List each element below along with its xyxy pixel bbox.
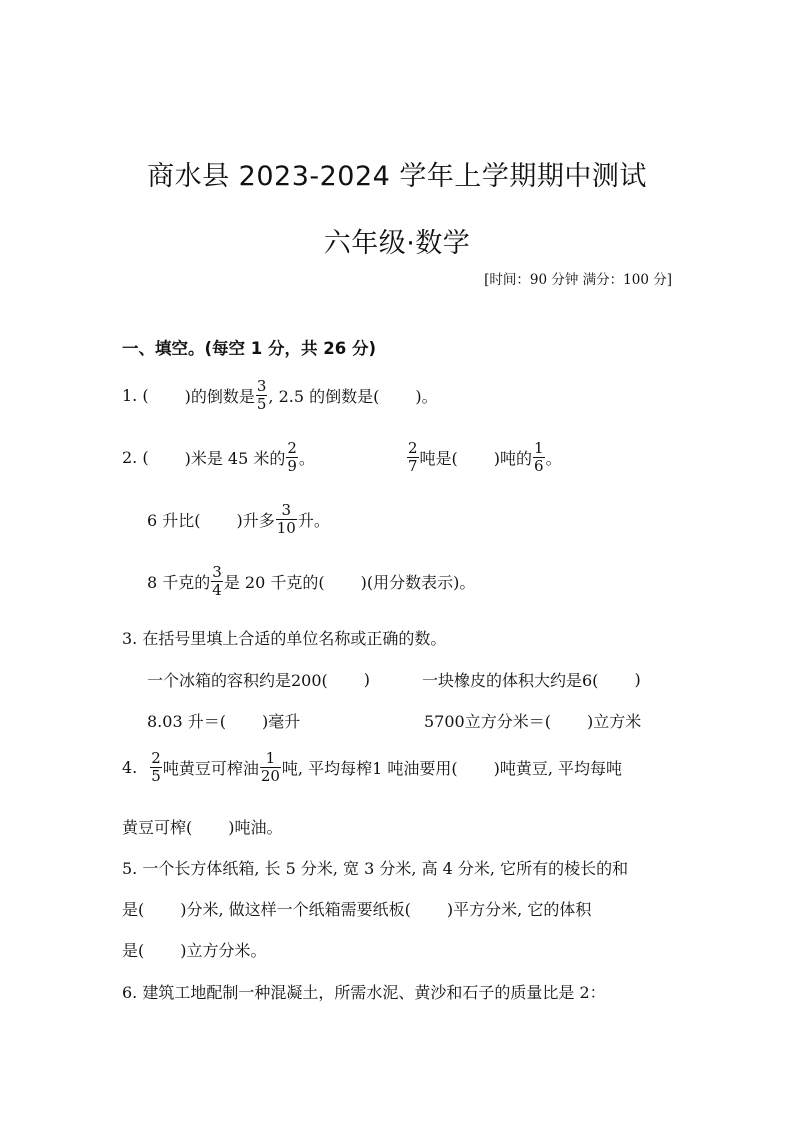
fraction: $\frac{1}{20}$ — [260, 749, 280, 785]
exam-title: 商水县 2023-2024 学年上学期期中测试 — [147, 161, 647, 192]
fraction: $\frac{2}{7}$ — [408, 439, 418, 475]
question-2c: 6 升比( )升多 $\frac{3}{10}$ 升。 — [147, 501, 330, 537]
section-heading: 一、填空。(每空 1 分，共 26 分) — [122, 339, 377, 358]
question-3b2: 5700立方分米＝( )立方米 — [424, 712, 642, 731]
question-2d: 8 千克的 $\frac{3}{4}$ 是 20 千克的( )(用分数表示)。 — [147, 563, 476, 599]
question-5-line3: 是( )立方分米。 — [122, 941, 267, 960]
fraction: $\frac{2}{9}$ — [287, 439, 297, 475]
question-3: 3. 在括号里填上合适的单位名称或正确的数。 — [122, 629, 447, 648]
question-4-line2: 黄豆可榨( )吨油。 — [122, 818, 283, 837]
question-2a: 2. ( )米是 45 米的 $\frac{2}{9}$ 。 — [122, 439, 315, 475]
fraction: $\frac{3}{10}$ — [276, 501, 296, 537]
question-4: 4. $\frac{2}{5}$ 吨黄豆可榨油 $\frac{1}{20}$ 吨, 平均每榨1 吨油要用( )吨黄豆, 平均每吨 — [122, 749, 623, 785]
question-3a2: 一块橡皮的体积大约是6( ) — [422, 670, 641, 690]
fraction: $\frac{2}{5}$ — [151, 749, 161, 785]
time-score-info: [时间：90 分钟 满分：100 分] — [484, 272, 672, 288]
fraction: $\frac{1}{6}$ — [534, 439, 544, 475]
exam-subtitle: 六年级·数学 — [323, 228, 471, 259]
question-1: 1. ( )的倒数是 $\frac{3}{5}$ , 2.5 的倒数是( )。 — [122, 377, 438, 413]
question-5-line2: 是( )分米, 做这样一个纸箱需要纸板( )平方分米, 它的体积 — [122, 900, 592, 919]
fraction: $\frac{3}{4}$ — [212, 563, 222, 599]
question-2b: $\frac{2}{7}$ 吨是( )吨的 $\frac{1}{6}$ 。 — [408, 439, 562, 475]
question-3b1: 8.03 升＝( )毫升 — [147, 712, 301, 731]
question-6-line1: 6. 建筑工地配制一种混凝土，所需水泥、黄沙和石子的质量比是 2： — [122, 983, 606, 1002]
fraction: $\frac{3}{5}$ — [256, 377, 267, 413]
question-3a1: 一个冰箱的容积约是200( ) — [147, 670, 371, 690]
question-5-line1: 5. 一个长方体纸箱, 长 5 分米, 宽 3 分米, 高 4 分米, 它所有的棱长的和 — [122, 859, 629, 878]
